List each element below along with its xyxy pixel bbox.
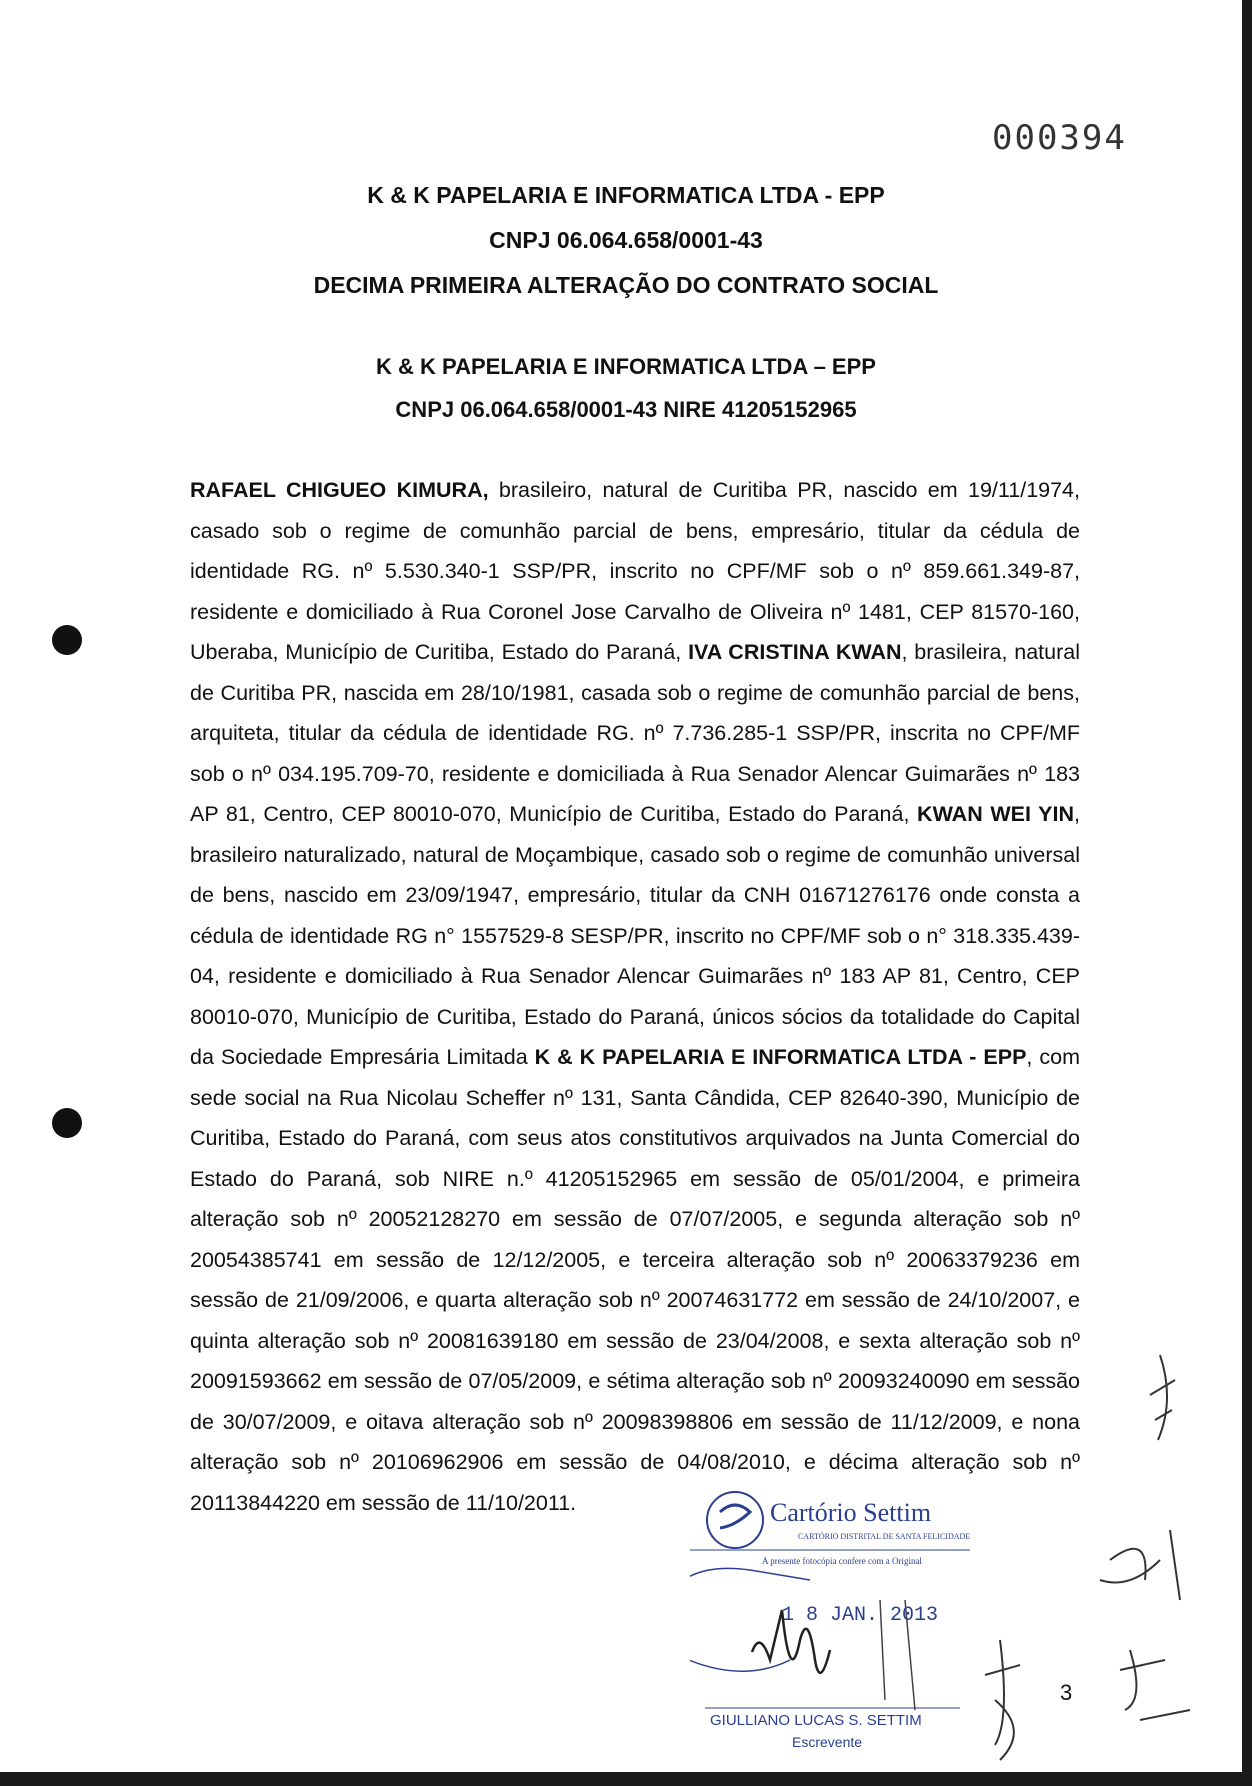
company-name-bold: K & K PAPELARIA E INFORMATICA LTDA - EPP xyxy=(534,1045,1027,1069)
subheader-cnpj-nire: CNPJ 06.064.658/0001-43 NIRE 41205152965 xyxy=(395,397,857,422)
company-title: K & K PAPELARIA E INFORMATICA LTDA - EPP xyxy=(367,182,885,208)
folio-number: 000394 xyxy=(992,118,1127,158)
stamp-subtitle: CARTÓRIO DISTRITAL DE SANTA FELICIDADE xyxy=(798,1532,971,1541)
stamp-office-name: Cartório Settim xyxy=(770,1498,932,1527)
notary-stamp xyxy=(690,1490,990,1770)
punch-hole-top xyxy=(52,625,82,655)
registration-history: , com sede social na Rua Nicolau Scheffer nº 131, Santa Cândida, CEP 82640-390, Município de Curitiba, Estado do Paraná, com seus atos constitutivos arquivados na Junta Comercial do Estado do Paraná, sob NIRE n.º 41205152965 em sessão de 05/01/2004, e primeira alteração sob nº 20052128270 em sessão de 07/07/2005, e segunda alteração sob nº 20054385741 em sessão de 12/12/2005, e terceira alteração sob nº 20063379236 em sessão de 21/09/2006, e quarta alteração sob nº 20074631772 em sessão de 24/10/2007, e quinta alteração sob nº 20081639180 em sessão de 23/04/2008, e sexta alteração sob nº 20091593662 em sessão de 07/05/2009, e sétima alteração sob nº 20093240090 em sessão de 30/07/2009, e oitava alteração sob nº 20098398806 em sessão de 11/12/2009, e nona alteração sob nº 20106962906 em sessão de 04/08/2010, e décima alteração sob nº 20113844220 em sessão de 11/10/2011. xyxy=(190,1045,1080,1515)
contract-preamble xyxy=(190,470,1080,1523)
cnpj-line: CNPJ 06.064.658/0001-43 xyxy=(489,227,763,253)
partner2-name: IVA CRISTINA KWAN xyxy=(688,640,902,664)
partner3-qualification: , brasileiro naturalizado, natural de Moçambique, casado sob o regime de comunhão universal de bens, nascido em 23/09/1947, empresário, titular da CNH 01671276176 onde consta a cédula de identidade RG n° 1557529-8 SESP/PR, inscrito no CPF/MF sob o n° 318.335.439-04, residente e domiciliado à Rua Senador Alencar Guimarães nº 183 AP 81, Centro, CEP 80010-070, Município de Curitiba, Estado do Paraná, únicos sócios da totalidade do Capital da Sociedade Empresária Limitada xyxy=(190,802,1080,1069)
subheader-company: K & K PAPELARIA E INFORMATICA LTDA – EPP xyxy=(376,354,876,379)
stamp-date: 1 8 JAN. 2013 xyxy=(782,1604,939,1627)
stamp-clerk-role: Escrevente xyxy=(792,1734,863,1750)
stamp-clerk-name: GIULLIANO LUCAS S. SETTIM xyxy=(710,1712,922,1729)
partner1-name: RAFAEL CHIGUEO KIMURA, xyxy=(190,478,489,502)
partner2-qualification: , brasileira, natural de Curitiba PR, nascida em 28/10/1981, casada sob o regime de comunhão parcial de bens, arquiteta, titular da cédula de identidade RG. nº 7.736.285-1 SSP/PR, inscrita no CPF/MF sob o nº 034.195.709-70, residente e domiciliada à Rua Senador Alencar Guimarães nº 183 AP 81, Centro, CEP 80010-070, Município de Curitiba, Estado do Paraná, xyxy=(190,640,1080,826)
punch-hole-bottom xyxy=(52,1108,82,1138)
stamp-authentication: A presente fotocópia confere com a Original xyxy=(762,1556,922,1566)
document-title: DECIMA PRIMEIRA ALTERAÇÃO DO CONTRATO SOCIAL xyxy=(313,272,939,298)
partner1-qualification: brasileiro, natural de Curitiba PR, nascido em 19/11/1974, casado sob o regime de comunhão parcial de bens, empresário, titular da cédula de identidade RG. nº 5.530.340-1 SSP/PR, inscrito no CPF/MF sob o nº 859.661.349-87, residente e domiciliado à Rua Coronel Jose Carvalho de Oliveira nº 1481, CEP 81570-160, Uberaba, Município de Curitiba, Estado do Paraná, xyxy=(190,478,1080,664)
partner3-name: KWAN WEI YIN xyxy=(917,802,1074,826)
page-mark: 3 xyxy=(1060,1680,1073,1705)
